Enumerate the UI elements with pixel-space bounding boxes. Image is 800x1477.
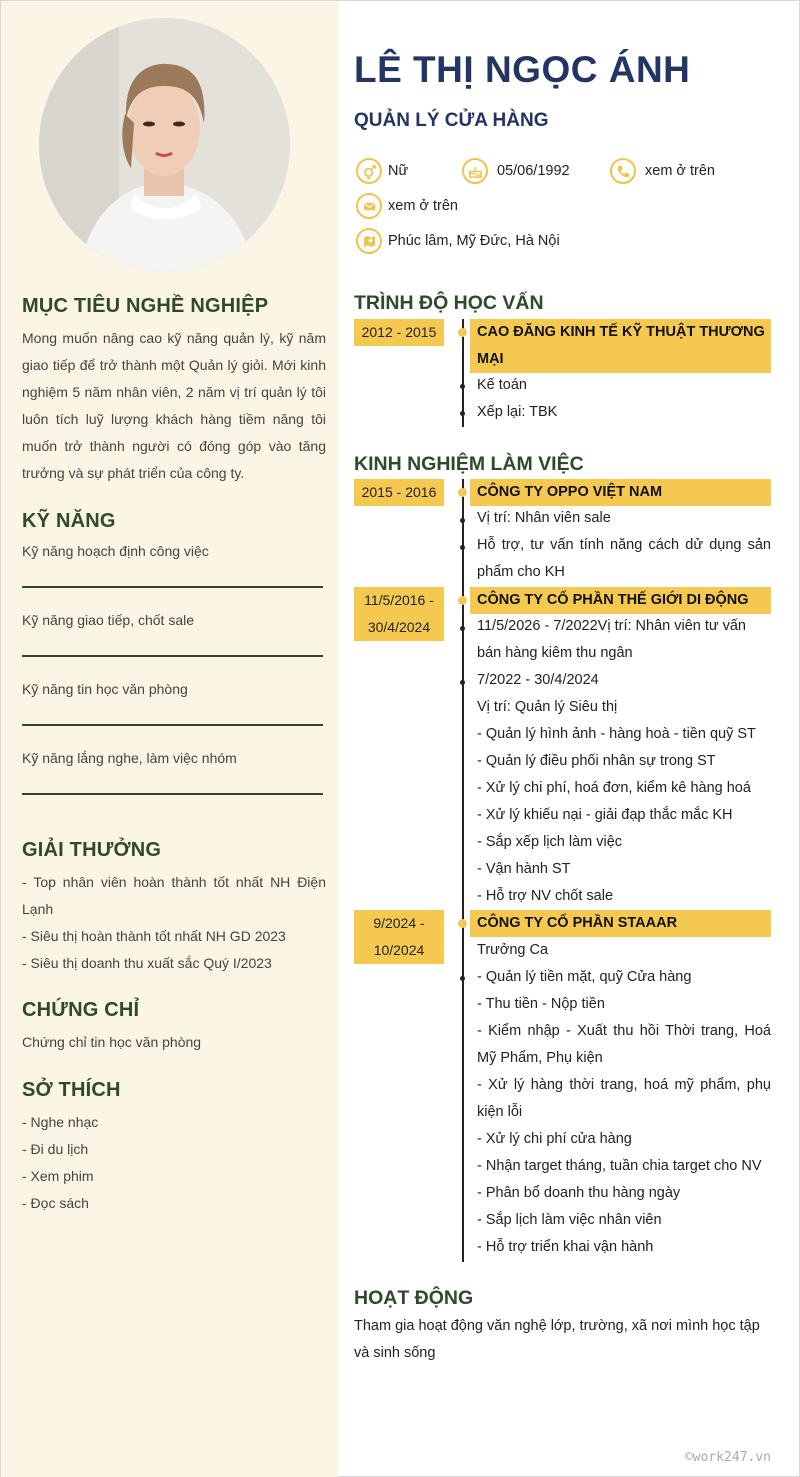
- candidate-name: LÊ THỊ NGỌC ÁNH: [354, 49, 691, 90]
- education-major: Kế toán: [477, 377, 527, 393]
- job-line: - Phân bổ doanh thu hàng ngày: [477, 1185, 681, 1201]
- company-name: CÔNG TY CỔ PHẦN THẾ GIỚI DI ĐỘNG: [470, 587, 771, 614]
- timeline-dot: [458, 328, 467, 337]
- portrait-photo-icon: [39, 18, 290, 272]
- email-info: [356, 193, 458, 219]
- timeline-dot: [458, 596, 467, 605]
- address-info: [356, 228, 560, 254]
- skill-name: Kỹ năng lắng nghe, làm việc nhóm: [22, 750, 237, 766]
- skills-title: KỸ NĂNG: [22, 510, 116, 532]
- timeline-bullet: [460, 411, 465, 416]
- timeline-bullet: [460, 680, 465, 685]
- skill-name: Kỹ năng giao tiếp, chốt sale: [22, 612, 195, 628]
- skill-bar: [22, 586, 323, 588]
- job-date: 2015 - 2016: [354, 479, 444, 506]
- timeline-dot: [458, 488, 467, 497]
- award-item: - Top nhân viên hoàn thành tốt nhất NH Điện Lạnh: [22, 874, 326, 917]
- job-line: - Xử lý khiếu nại - giải đạp thắc mắc KH: [477, 807, 733, 823]
- job-line: Vị trí: Nhân viên sale: [477, 510, 611, 526]
- job-line: - Kiểm nhập - Xuất thu hồi Thời trang, Hoá Mỹ Phẩm, Phụ kiện: [477, 1023, 771, 1066]
- timeline-bullet: [460, 545, 465, 550]
- school-name: CAO ĐĂNG KINH TẾ KỸ THUẬT THƯƠNG MẠI: [470, 319, 771, 373]
- job-line: - Hỗ trợ triển khai vận hành: [477, 1239, 654, 1255]
- hobby-item: - Nghe nhạc: [22, 1114, 99, 1130]
- birthday-info: [462, 158, 570, 184]
- skill-bar: [22, 724, 323, 726]
- job-line: Vị trí: Quản lý Siêu thị: [477, 699, 618, 715]
- awards-title: GIẢI THƯỞNG: [22, 839, 162, 861]
- phone-value: xem ở trên: [645, 163, 715, 179]
- email-value: xem ở trên: [388, 198, 458, 214]
- timeline-bullet: [460, 626, 465, 631]
- job-line: Hỗ trợ, tư vấn tính năng cách dử dụng sản phẩm cho KH: [477, 537, 771, 580]
- gender-value: Nữ: [388, 163, 409, 179]
- job-date: 11/5/2016 - 30/4/2024: [354, 587, 444, 641]
- award-item: - Siêu thị doanh thu xuất sắc Quý I/2023: [22, 955, 272, 971]
- skill-item: [22, 612, 323, 628]
- skill-bar: [22, 655, 323, 657]
- company-name: CÔNG TY CỔ PHẦN STAAAR: [470, 910, 771, 937]
- education-grade: Xếp lại: TBK: [477, 404, 558, 420]
- job-line: - Quản lý tiền mặt, quỹ Cửa hàng: [477, 969, 692, 985]
- job-line: - Thu tiền - Nộp tiền: [477, 996, 605, 1012]
- job-line: - Hỗ trợ NV chốt sale: [477, 888, 614, 904]
- education-date: 2012 - 2015: [354, 319, 444, 346]
- job-line: - Xử lý chi phí cửa hàng: [477, 1131, 632, 1147]
- skill-item: [22, 750, 323, 766]
- job-line: 11/5/2026 - 7/2022Vị trí: Nhân viên tư vấn bán hàng kiêm thu ngân: [477, 618, 746, 661]
- job-date: 9/2024 - 10/2024: [354, 910, 444, 964]
- hobby-item: - Đi du lịch: [22, 1141, 89, 1157]
- timeline-bullet: [460, 976, 465, 981]
- gender-icon: [356, 158, 382, 184]
- objective-text: Mong muốn nâng cao kỹ năng quản lý, kỹ năm giao tiếp để trở thành một Quản lý giỏi. Mới kinh nghiệm 5 năm nhân viên, 2 năm vị trí quản lý tôi luôn tích luỹ lượng khách hàng tiềm năng tôi muốn trở thành người có đóng góp vào tăng trưởng và sự phát triển của công ty.: [22, 330, 326, 481]
- skill-name: Kỹ năng tin học văn phòng: [22, 681, 188, 697]
- job-line: 7/2022 - 30/4/2024: [477, 672, 599, 688]
- address-value: Phúc lâm, Mỹ Đức, Hà Nội: [388, 233, 560, 249]
- awards-list: [22, 869, 326, 977]
- timeline-dot: [458, 919, 467, 928]
- envelope-icon: [356, 193, 382, 219]
- skill-bar: [22, 793, 323, 795]
- job-line: - Sắp xếp lịch làm việc: [477, 834, 623, 850]
- hobby-item: - Đọc sách: [22, 1195, 89, 1211]
- job-line: - Quản lý điều phối nhân sự trong ST: [477, 753, 716, 769]
- activity-title: HOẠT ĐỘNG: [354, 1287, 474, 1309]
- timeline-bullet: [460, 384, 465, 389]
- company-name: CÔNG TY OPPO VIỆT NAM: [470, 479, 771, 506]
- job-line: Trưởng Ca: [477, 942, 549, 958]
- cake-icon: [462, 158, 488, 184]
- award-item: - Siêu thị hoàn thành tốt nhất NH GD 2023: [22, 928, 286, 944]
- timeline-bullet: [460, 518, 465, 523]
- certificates-title: CHỨNG CHỈ: [22, 999, 140, 1021]
- objective-title: MỤC TIÊU NGHỀ NGHIỆP: [22, 295, 269, 317]
- job-line: - Xử lý hàng thời trang, hoá mỹ phẩm, phụ kiện lỗi: [477, 1077, 771, 1120]
- watermark: ©work247.vn: [684, 1450, 771, 1465]
- experience-title: KINH NGHIỆM LÀM VIỆC: [354, 453, 584, 475]
- job-line: - Nhận target tháng, tuần chia target cho NV: [477, 1158, 762, 1174]
- map-pin-icon: [356, 228, 382, 254]
- hobby-item: - Xem phim: [22, 1168, 94, 1184]
- job-line: - Xử lý chi phí, hoá đơn, kiểm kê hàng hoá: [477, 780, 751, 796]
- birthday-value: 05/06/1992: [497, 163, 570, 179]
- job-line: - Vận hành ST: [477, 861, 571, 877]
- skill-item: [22, 543, 323, 559]
- skill-item: [22, 681, 323, 697]
- skill-name: Kỹ năng hoạch định công việc: [22, 543, 209, 559]
- job-title: QUẢN LÝ CỬA HÀNG: [354, 110, 549, 131]
- job-line: - Quản lý hình ảnh - hàng hoà - tiền quỹ ST: [477, 726, 756, 742]
- gender-info: [356, 158, 408, 184]
- phone-icon: [610, 158, 636, 184]
- hobbies-list: [22, 1109, 98, 1217]
- education-title: TRÌNH ĐỘ HỌC VẤN: [354, 292, 544, 314]
- hobbies-title: SỞ THÍCH: [22, 1079, 121, 1101]
- avatar: [39, 18, 290, 272]
- certificate-text: Chứng chỉ tin học văn phòng: [22, 1034, 202, 1050]
- phone-info: [610, 158, 715, 184]
- job-line: - Sắp lịch làm việc nhân viên: [477, 1212, 662, 1228]
- activity-text: Tham gia hoạt động văn nghệ lớp, trường, xã nơi mình học tập và sinh sống: [354, 1318, 760, 1361]
